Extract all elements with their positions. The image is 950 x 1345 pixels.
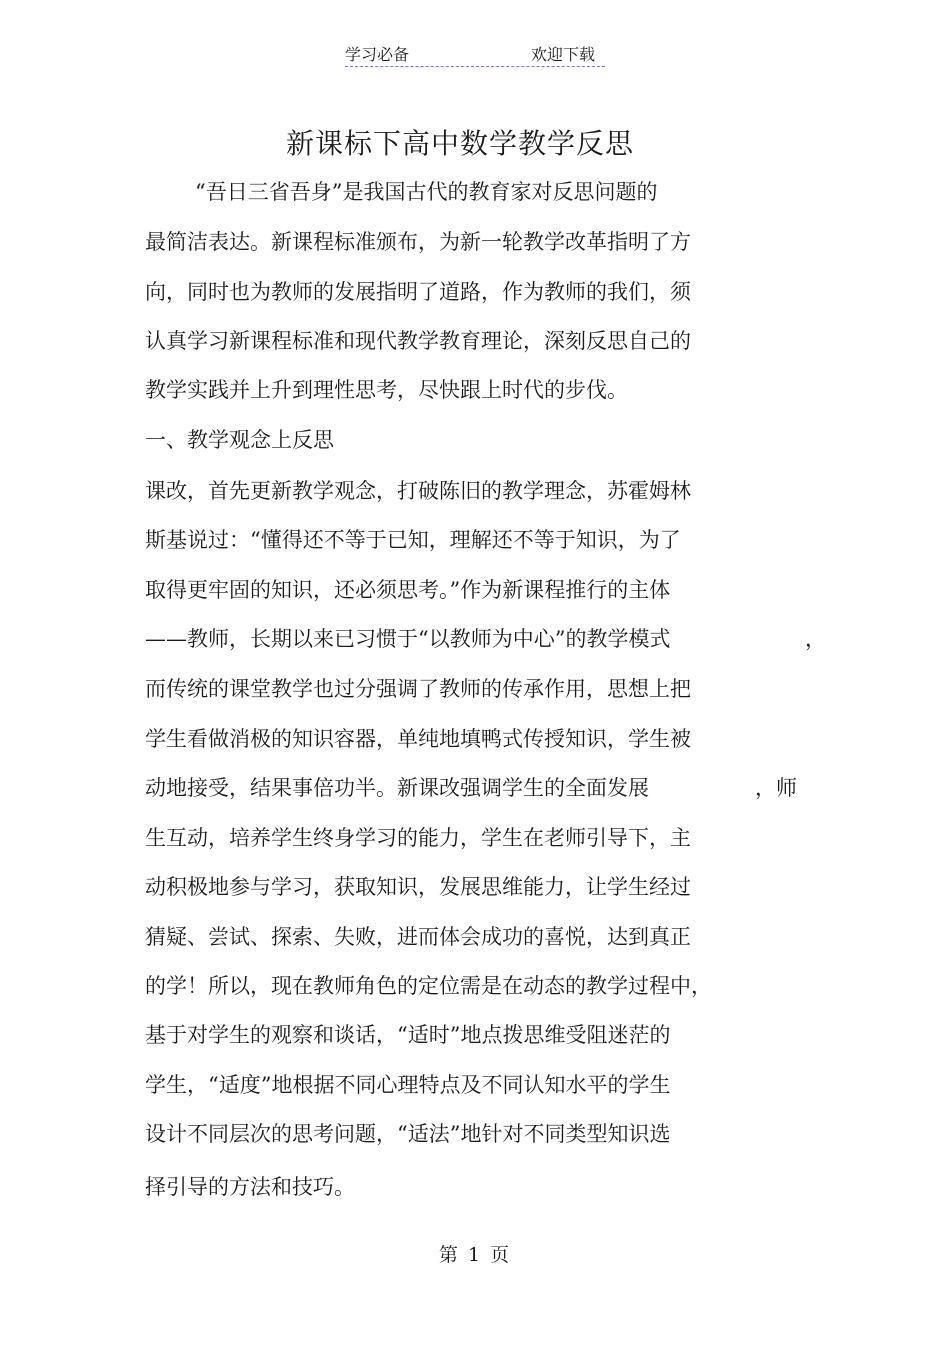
- trailing-text: ，师: [755, 776, 797, 800]
- section-heading: 一、教学观念上反思: [145, 428, 334, 452]
- paragraph-line: 设计不同层次的思考问题，“适法”地针对不同类型知识选: [145, 1122, 671, 1146]
- paragraph-line: ——教师，长期以来已习惯于“以教师为中心”的教学模式: [145, 627, 671, 651]
- paragraph-line: “吾日三省吾身”是我国古代的教育家对反思问题的: [195, 180, 658, 204]
- page-header: [345, 40, 605, 67]
- paragraph-line: 基于对学生的观察和谈话，“适时”地点拨思维受阻迷茫的: [145, 1023, 671, 1047]
- trailing-comma: ，: [805, 627, 826, 651]
- paragraph-line: 向，同时也为教师的发展指明了道路，作为教师的我们，须: [145, 280, 691, 304]
- paragraph-line: 最简洁表达。新课程标准颁布，为新一轮教学改革指明了方: [145, 230, 691, 254]
- paragraph-line: 的学！所以，现在教师角色的定位需是在动态的教学过程中，: [145, 974, 712, 998]
- paragraph-line: 猜疑、尝试、探索、失败，进而体会成功的喜悦，达到真正: [145, 925, 691, 949]
- paragraph-line: 斯基说过：“懂得还不等于已知，理解还不等于知识，为了: [145, 528, 681, 552]
- paragraph-line: 课改，首先更新教学观念，打破陈旧的教学理念，苏霍姆林: [145, 479, 691, 503]
- paragraph-line: 择引导的方法和技巧。: [145, 1175, 355, 1199]
- header-right-text: 欢迎下载: [531, 45, 596, 64]
- paragraph-line: 学生，“适度”地根据不同心理特点及不同认知水平的学生: [145, 1073, 671, 1097]
- paragraph-line: 动地接受，结果事倍功半。新课改强调学生的全面发展: [145, 776, 649, 800]
- paragraph-line: 取得更牢固的知识，还必须思考。”作为新课程推行的主体: [145, 578, 671, 602]
- paragraph-line: 学生看做消极的知识容器，单纯地填鸭式传授知识，学生被: [145, 727, 691, 751]
- paragraph-line: 动积极地参与学习，获取知识，发展思维能力，让学生经过: [145, 875, 691, 899]
- header-left-text: 学习必备: [345, 45, 410, 64]
- document-title: 新课标下高中数学教学反思: [285, 127, 634, 160]
- paragraph-line: 认真学习新课程标准和现代教学教育理论，深刻反思自己的: [145, 329, 691, 353]
- paragraph-line: 而传统的课堂教学也过分强调了教师的传承作用，思想上把: [145, 677, 691, 701]
- paragraph-line: 教学实践并上升到理性思考，尽快跟上时代的步伐。: [145, 378, 628, 402]
- page-number: 第 1 页: [438, 1244, 512, 1266]
- paragraph-line: 生互动，培养学生终身学习的能力，学生在老师引导下，主: [145, 826, 691, 850]
